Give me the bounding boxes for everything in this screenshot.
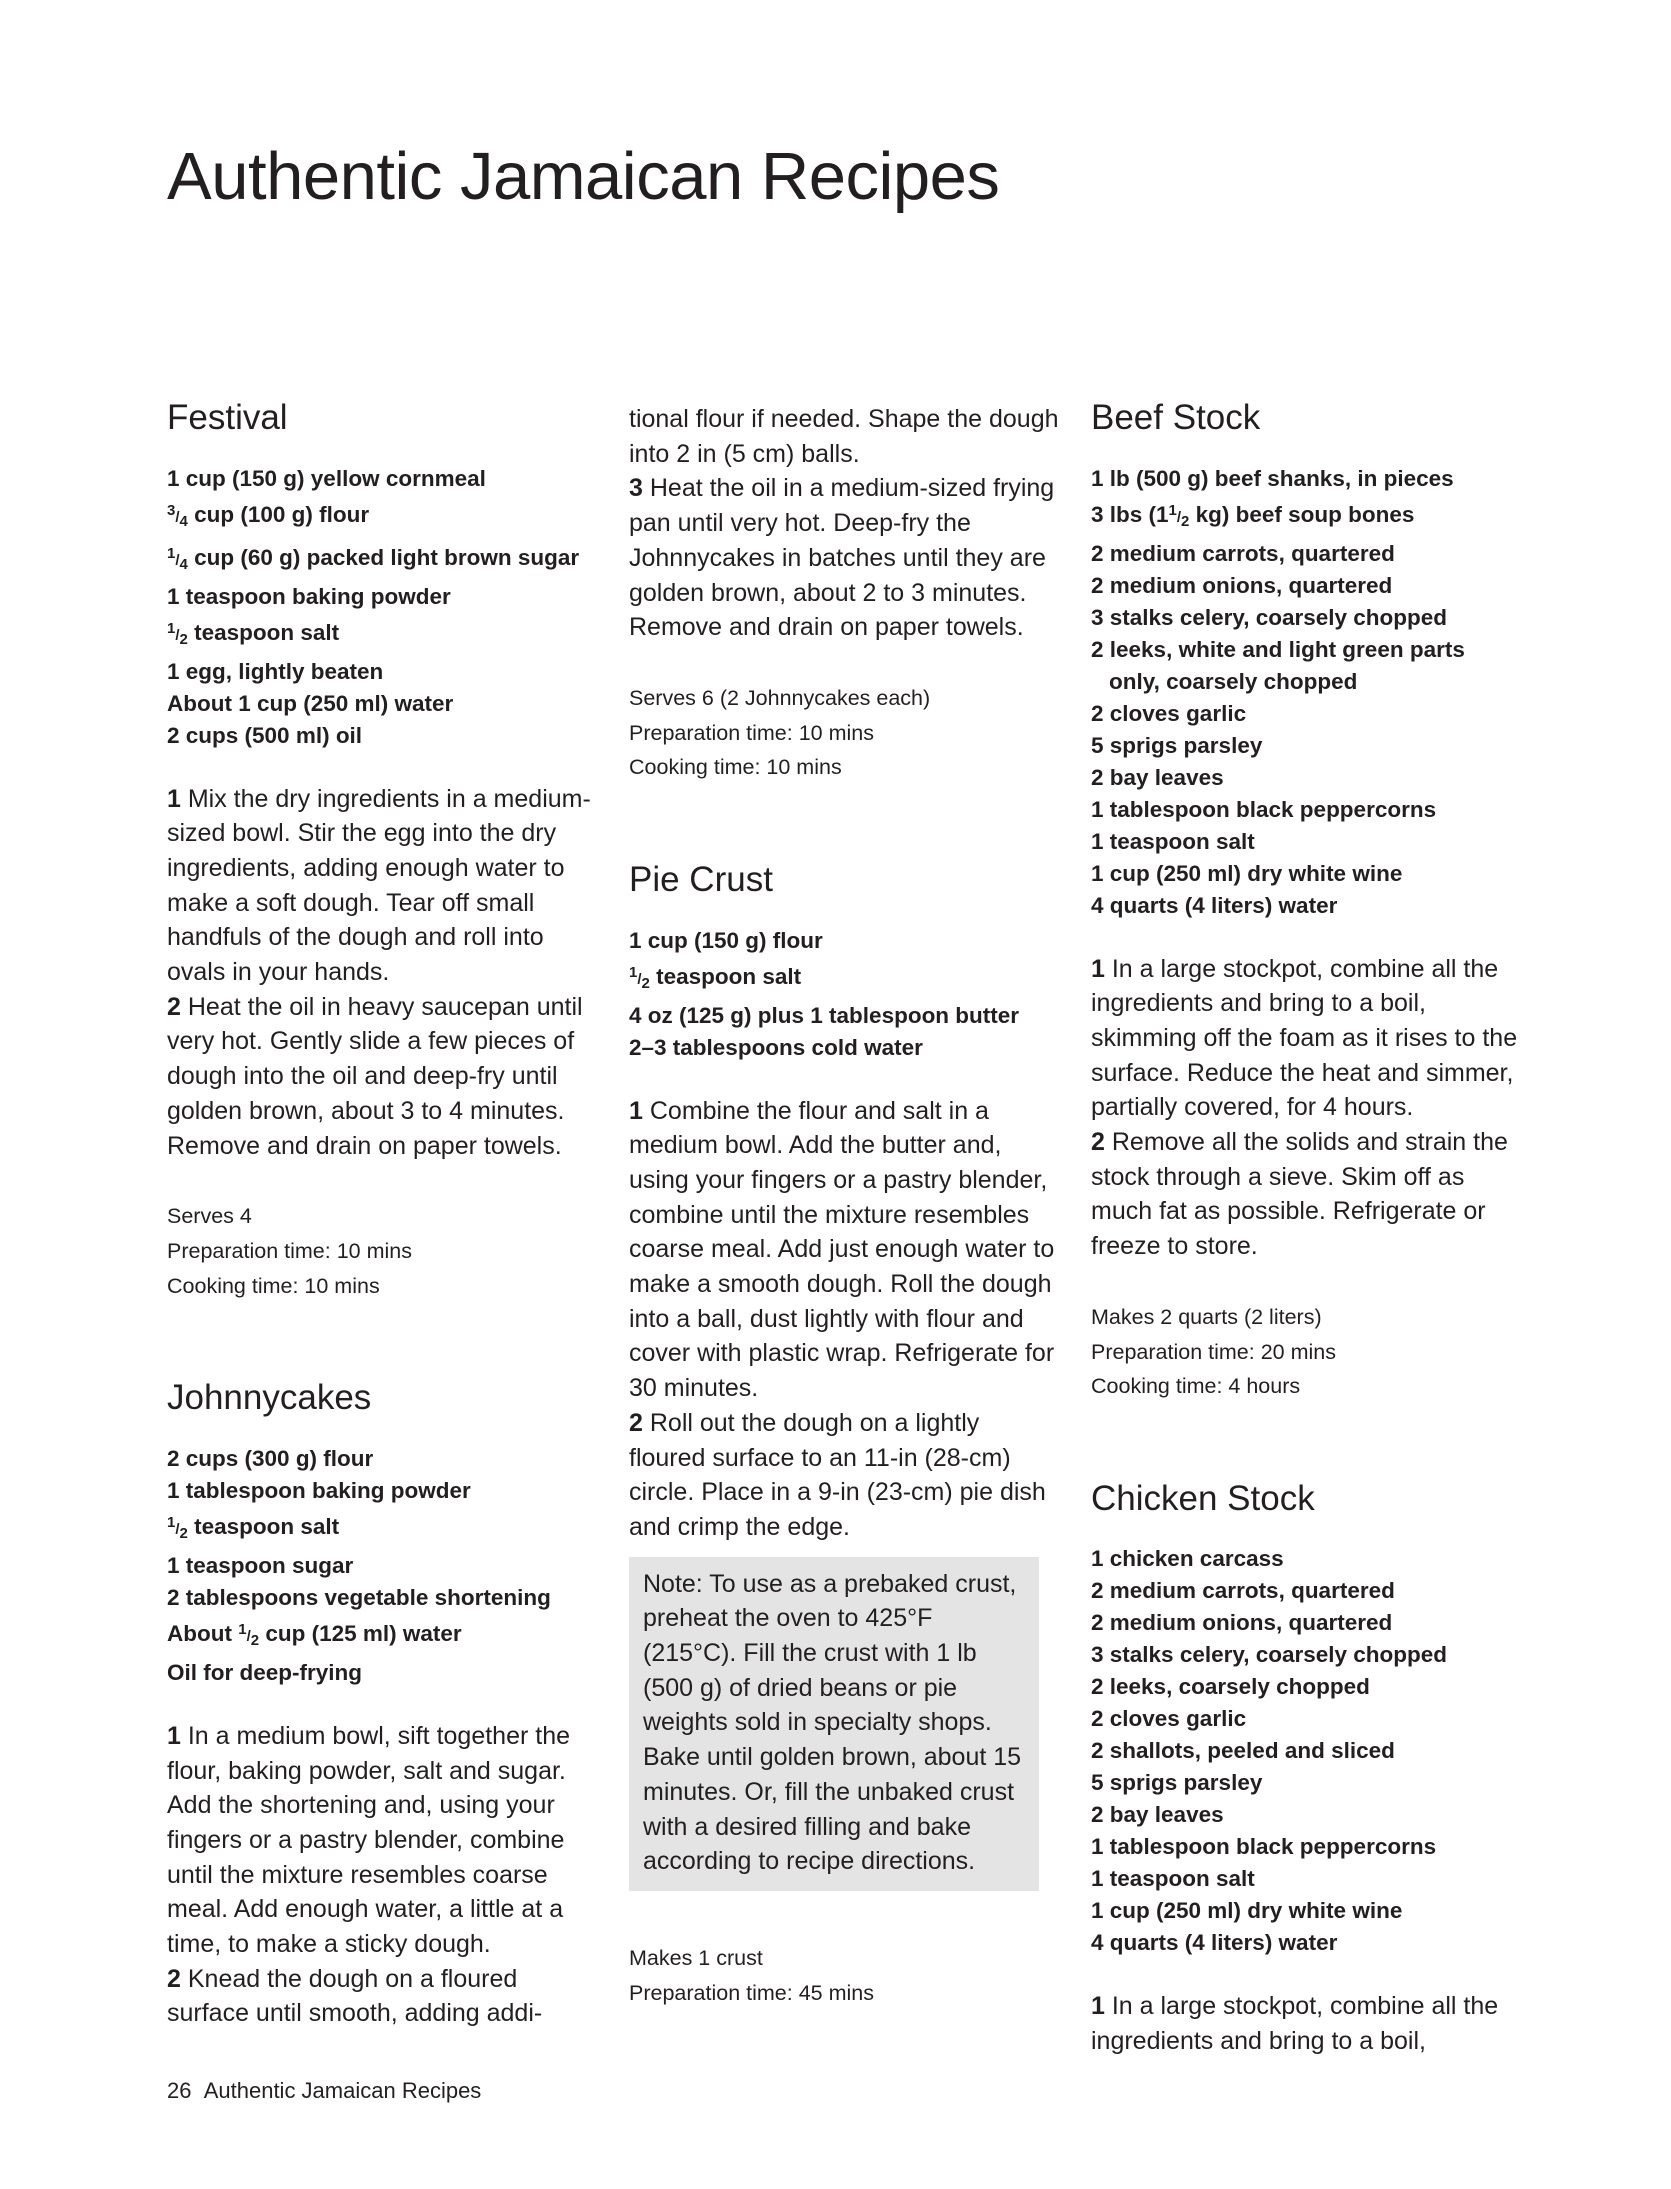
ingredient-item: 1/2 teaspoon salt xyxy=(167,619,340,648)
method-steps xyxy=(1091,1989,1521,2058)
fraction: 1/4 xyxy=(167,544,188,573)
prep-time: Preparation time: 45 mins xyxy=(629,1980,874,2005)
ingredient-item: 1/4 cup (60 g) packed light brown sugar xyxy=(167,544,580,573)
fraction: 1/2 xyxy=(238,1620,260,1649)
method-step: 2 Remove all the solids and strain the stock through a sieve. Skim off as much fat as possible. Refrigerate or freeze to store. xyxy=(1091,1128,1508,1261)
ingredient-item: 2 shallots, peeled and sliced xyxy=(1091,1738,1395,1764)
ingredient-item: Oil for deep-frying xyxy=(167,1659,363,1685)
prep-time: Preparation time: 10 mins xyxy=(629,720,874,745)
ingredient-item: 1 teaspoon baking powder xyxy=(167,583,451,609)
method-step: 2 Roll out the dough on a lightly floured surface to an 11-in (28-cm) circle. Place in a 9-in (23-cm) pie dish and crimp the edge. xyxy=(629,1408,1046,1541)
method-steps xyxy=(629,1094,1059,1545)
recipe-title: Beef Stock xyxy=(1091,398,1261,437)
ingredient-item: 3 stalks celery, coarsely chopped xyxy=(1091,604,1448,630)
method-steps xyxy=(1091,952,1521,1264)
ingredient-item: 5 sprigs parsley xyxy=(1091,1770,1263,1796)
method-step: 1 Combine the flour and salt in a medium bowl. Add the butter and, using your fingers or a pastry blender, combine until the mixture resembles coarse meal. Add just enough water to make a smooth dough. Roll the dough into a ball, dust lightly with flour and cover with plastic wrap. Refrigerate for 30 minutes. xyxy=(629,1096,1055,1403)
ingredient-list xyxy=(1091,1543,1521,1959)
ingredient-item: 5 sprigs parsley xyxy=(1091,732,1263,758)
ingredient-item: 2 cups (300 g) flour xyxy=(167,1445,374,1471)
recipe-title: Chicken Stock xyxy=(1091,1478,1315,1518)
page-number: 26 xyxy=(167,2078,192,2103)
ingredient-item: About 1 cup (250 ml) water xyxy=(167,690,454,716)
ingredient-list xyxy=(629,925,1059,1064)
note-box xyxy=(629,1557,1039,1891)
ingredient-item: About 1/2 cup (125 ml) water xyxy=(167,1620,462,1649)
ingredient-item: 2 medium onions, quartered xyxy=(1091,572,1393,598)
recipe-pie-crust xyxy=(629,857,1059,2010)
ingredient-item: 3 lbs (11/2 kg) beef soup bones xyxy=(1091,501,1415,530)
recipe-meta xyxy=(629,681,1059,785)
recipe-title: Johnnycakes xyxy=(167,1378,372,1418)
recipe-johnnycakes xyxy=(167,1375,597,2031)
servings: Serves 6 (2 Johnnycakes each) xyxy=(629,685,931,710)
ingredient-item: 1 teaspoon salt xyxy=(1091,1866,1255,1892)
fraction: 1/2 xyxy=(629,963,650,992)
ingredient-list xyxy=(167,1443,597,1689)
page-title: Authentic Jamaican Recipes xyxy=(167,139,1000,214)
note-text: Note: To use as a prebaked crust, preheat the oven to 425°F (215°C). Fill the crust with 1 lb (500 g) of dried beans or pie weights sold in specialty shops. Bake until golden brown, about 15 minutes. Or, fill the unbaked crust with a desired filling and bake according to recipe directions. xyxy=(643,1569,1022,1876)
ingredient-item: 1 teaspoon salt xyxy=(1091,828,1255,854)
column-1 xyxy=(167,395,597,2067)
column-3 xyxy=(1091,395,1521,2095)
method-step: 1 In a large stockpot, combine all the ingredients and bring to a boil, xyxy=(1091,1992,1499,2056)
method-step-continued: tional flour if needed. Shape the dough into 2 in (5 cm) balls. xyxy=(629,405,1059,468)
method-steps xyxy=(167,782,597,1164)
ingredient-item: 1 cup (250 ml) dry white wine xyxy=(1091,1898,1403,1924)
prep-time: Preparation time: 10 mins xyxy=(167,1238,412,1263)
method-step: 3 Heat the oil in a medium-sized frying pan until very hot. Deep-fry the Johnnycakes in batches until they are golden brown, about 2 to 3 minutes. Remove and drain on paper towels. xyxy=(629,474,1055,642)
ingredient-item: 2 cups (500 ml) oil xyxy=(167,722,363,748)
fraction: 1/2 xyxy=(167,1513,188,1542)
yield: Makes 1 crust xyxy=(629,1946,763,1970)
ingredient-item: 2 tablespoons vegetable shortening xyxy=(167,1584,551,1610)
ingredient-list xyxy=(167,463,597,752)
ingredient-list xyxy=(1091,463,1521,922)
fraction: 1/2 xyxy=(1168,501,1190,530)
ingredient-item: 1 cup (150 g) yellow cornmeal xyxy=(167,465,486,491)
recipe-title: Festival xyxy=(167,398,288,437)
ingredient-item: 1 tablespoon baking powder xyxy=(167,1477,471,1503)
ingredient-item: 3/4 cup (100 g) flour xyxy=(167,501,370,530)
yield: Makes 2 quarts (2 liters) xyxy=(1091,1304,1322,1329)
ingredient-item: 2 medium carrots, quartered xyxy=(1091,540,1395,566)
recipe-beef-stock xyxy=(1091,395,1521,1404)
recipe-meta xyxy=(167,1199,597,1303)
ingredient-item: 2 bay leaves xyxy=(1091,764,1224,790)
servings: Serves 4 xyxy=(167,1204,252,1229)
recipe-festival xyxy=(167,395,597,1303)
ingredient-item: 1 teaspoon sugar xyxy=(167,1552,354,1578)
ingredient-item: 4 quarts (4 liters) water xyxy=(1091,892,1338,918)
ingredient-item: 1 cup (250 ml) dry white wine xyxy=(1091,860,1403,886)
fraction: 1/2 xyxy=(167,619,188,648)
ingredient-item: 2 bay leaves xyxy=(1091,1802,1224,1828)
ingredient-item: 1 tablespoon black peppercorns xyxy=(1091,796,1437,822)
running-title: Authentic Jamaican Recipes xyxy=(203,2078,482,2103)
prep-time: Preparation time: 20 mins xyxy=(1091,1339,1336,1364)
ingredient-item: 2 medium onions, quartered xyxy=(1091,1610,1393,1636)
recipe-title: Pie Crust xyxy=(629,860,773,900)
method-step: 1 Mix the dry ingredients in a medium-sized bowl. Stir the egg into the dry ingredients, adding enough water to make a soft dough. Tear off small handfuls of the dough and roll into ovals in your hands. xyxy=(167,784,591,987)
page-footer xyxy=(167,2076,481,2106)
cook-time: Cooking time: 10 mins xyxy=(167,1273,380,1298)
cook-time: Cooking time: 10 mins xyxy=(629,755,842,780)
ingredient-item: 2 medium carrots, quartered xyxy=(1091,1578,1395,1604)
ingredient-item: 1 lb (500 g) beef shanks, in pieces xyxy=(1091,465,1454,491)
column-2 xyxy=(629,402,1059,2082)
ingredient-item: 2 leeks, coarsely chopped xyxy=(1091,1674,1370,1700)
method-step: 1 In a large stockpot, combine all the ingredients and bring to a boil, skimming off the foam as it rises to the surface. Reduce the heat and simmer, partially covered, for 4 hours. xyxy=(1091,954,1518,1122)
ingredient-item: 1 egg, lightly beaten xyxy=(167,658,384,684)
ingredient-item: 1/2 teaspoon salt xyxy=(167,1513,340,1542)
ingredient-item: 2 cloves garlic xyxy=(1091,700,1247,726)
method-steps-continued xyxy=(629,402,1059,645)
ingredient-item: 4 oz (125 g) plus 1 tablespoon butter xyxy=(629,1002,1020,1028)
method-steps xyxy=(167,1719,597,2031)
ingredient-item: 2 cloves garlic xyxy=(1091,1706,1247,1732)
ingredient-item: 3 stalks celery, coarsely chopped xyxy=(1091,1642,1448,1668)
ingredient-item: 4 quarts (4 liters) water xyxy=(1091,1930,1338,1956)
ingredient-item: 1 chicken carcass xyxy=(1091,1546,1284,1572)
method-step: 1 In a medium bowl, sift together the flour, baking powder, salt and sugar. Add the shortening and, using your fingers or a pastry blender, combine until the mixture resembles coarse meal. Add enough water, a little at a time, to make a sticky dough. xyxy=(167,1721,571,1959)
recipe-chicken-stock xyxy=(1091,1476,1521,2059)
recipe-meta xyxy=(629,1941,1059,2010)
ingredient-item: 1/2 teaspoon salt xyxy=(629,963,802,992)
ingredient-item: 2–3 tablespoons cold water xyxy=(629,1034,923,1060)
ingredient-item: 1 tablespoon black peppercorns xyxy=(1091,1834,1437,1860)
cook-time: Cooking time: 4 hours xyxy=(1091,1374,1301,1399)
ingredient-item: 1 cup (150 g) flour xyxy=(629,927,823,953)
recipe-meta xyxy=(1091,1300,1521,1404)
ingredient-item: 2 leeks, white and light green parts only, coarsely chopped xyxy=(1091,636,1465,694)
fraction: 3/4 xyxy=(167,501,188,530)
method-step: 2 Knead the dough on a floured surface until smooth, adding addi- xyxy=(167,1964,543,2028)
method-step: 2 Heat the oil in heavy saucepan until very hot. Gently slide a few pieces of dough into the oil and deep-fry until golden brown, about 3 to 4 minutes. Remove and drain on paper towels. xyxy=(167,992,583,1160)
